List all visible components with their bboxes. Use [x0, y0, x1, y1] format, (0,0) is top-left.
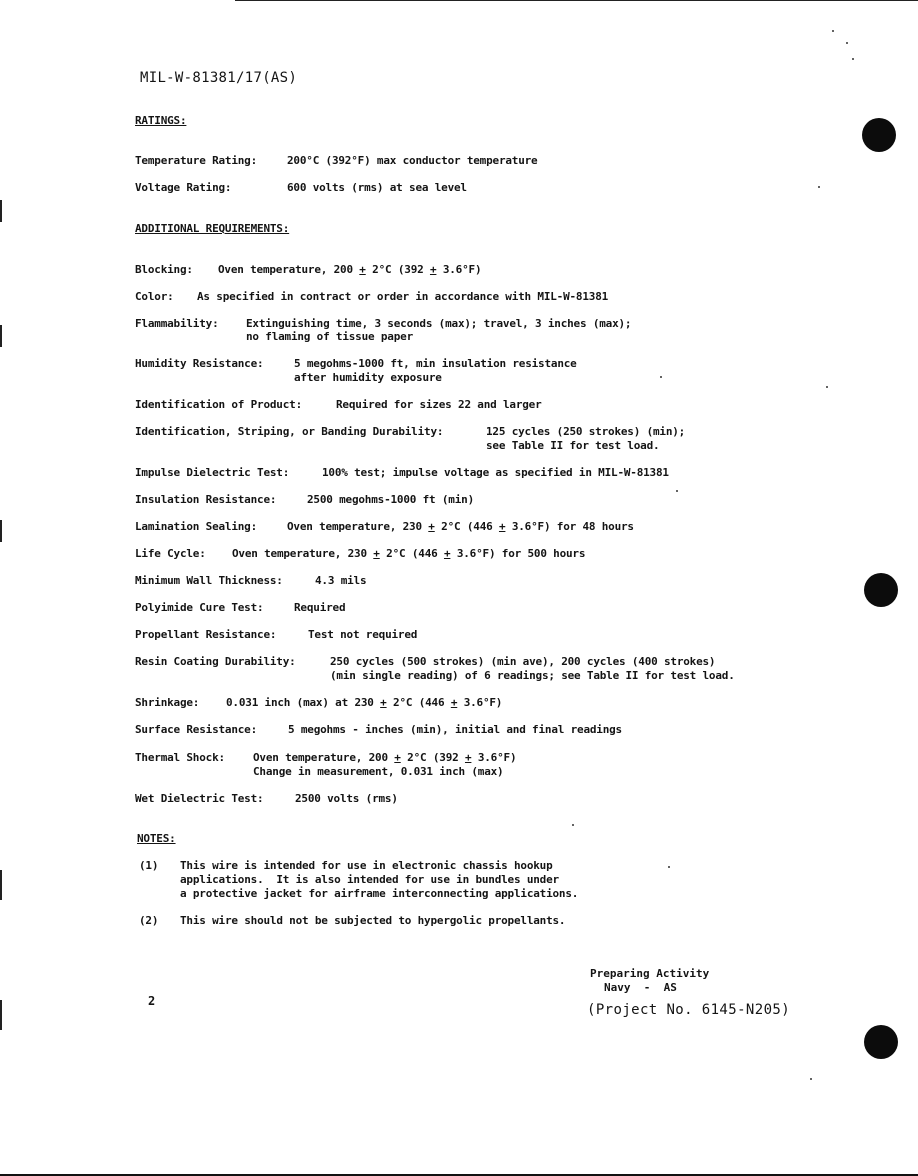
- humidity-resistance-value-line1: 5 megohms-1000 ft, min insulation resistance: [294, 357, 577, 370]
- humidity-resistance-label: Humidity Resistance:: [135, 357, 264, 370]
- scan-speck: [846, 42, 848, 44]
- minimum-wall-value: 4.3 mils: [315, 574, 367, 587]
- note-number: (1): [139, 859, 159, 872]
- blocking-value: Oven temperature, 200 + 2°C (392 + 3.6°F): [218, 263, 482, 276]
- identification-product-label: Identification of Product:: [135, 398, 302, 411]
- scan-speck: [668, 866, 670, 868]
- left-edge-mark: [0, 870, 2, 900]
- scan-speck: [818, 186, 820, 188]
- note-text-line: This wire should not be subjected to hypergolic propellants.: [180, 914, 566, 927]
- polyimide-cure-value: Required: [294, 601, 346, 614]
- thermal-shock-label: Thermal Shock:: [135, 751, 225, 764]
- scan-speck: [676, 490, 678, 492]
- polyimide-cure-label: Polyimide Cure Test:: [135, 601, 264, 614]
- temperature-rating-label: Temperature Rating:: [135, 154, 258, 167]
- notes-heading: NOTES:: [137, 832, 176, 845]
- lamination-sealing-value: Oven temperature, 230 + 2°C (446 + 3.6°F) for 48 hours: [287, 520, 634, 533]
- surface-resistance-value: 5 megohms - inches (min), initial and final readings: [288, 723, 622, 736]
- preparing-activity-label: Preparing Activity: [590, 967, 710, 980]
- identification-durability-value-line1: 125 cycles (250 strokes) (min);: [486, 425, 686, 438]
- note-text-line: applications. It is also intended for use in bundles under: [180, 873, 559, 886]
- shrinkage-value: 0.031 inch (max) at 230 + 2°C (446 + 3.6°F): [226, 696, 503, 709]
- wet-dielectric-value: 2500 volts (rms): [295, 792, 398, 805]
- flammability-value-line2: no flaming of tissue paper: [246, 330, 413, 343]
- scan-speck: [832, 30, 834, 32]
- note-number: (2): [139, 914, 159, 927]
- left-edge-mark: [0, 325, 2, 347]
- note-text-line: a protective jacket for airframe interconnecting applications.: [180, 887, 579, 900]
- punch-hole: [862, 118, 896, 152]
- preparing-activity-value: Navy - AS: [604, 981, 677, 994]
- note-text-line: This wire is intended for use in electronic chassis hookup: [180, 859, 553, 872]
- thermal-shock-value-line1: Oven temperature, 200 + 2°C (392 + 3.6°F): [253, 751, 517, 764]
- minimum-wall-label: Minimum Wall Thickness:: [135, 574, 283, 587]
- color-value: As specified in contract or order in accordance with MIL-W-81381: [197, 290, 609, 303]
- scan-speck: [810, 1078, 812, 1080]
- ratings-heading: RATINGS:: [135, 114, 187, 127]
- identification-durability-label: Identification, Striping, or Banding Durability:: [135, 425, 444, 438]
- blocking-label: Blocking:: [135, 263, 193, 276]
- impulse-dielectric-label: Impulse Dielectric Test:: [135, 466, 290, 479]
- resin-coating-value-line1: 250 cycles (500 strokes) (min ave), 200 cycles (400 strokes): [330, 655, 716, 668]
- voltage-rating-value: 600 volts (rms) at sea level: [287, 181, 467, 194]
- scan-speck: [826, 386, 828, 388]
- left-edge-mark: [0, 520, 2, 542]
- shrinkage-label: Shrinkage:: [135, 696, 200, 709]
- punch-hole: [864, 573, 898, 607]
- lamination-sealing-label: Lamination Sealing:: [135, 520, 258, 533]
- document-id: MIL-W-81381/17(AS): [140, 70, 298, 86]
- color-label: Color:: [135, 290, 174, 303]
- additional-requirements-heading: ADDITIONAL REQUIREMENTS:: [135, 222, 290, 235]
- project-number: (Project No. 6145-N205): [587, 1002, 791, 1018]
- page-number: 2: [148, 994, 156, 1008]
- life-cycle-label: Life Cycle:: [135, 547, 206, 560]
- flammability-value-line1: Extinguishing time, 3 seconds (max); travel, 3 inches (max);: [246, 317, 632, 330]
- left-edge-mark: [0, 200, 2, 222]
- propellant-resistance-value: Test not required: [308, 628, 418, 641]
- propellant-resistance-label: Propellant Resistance:: [135, 628, 277, 641]
- scan-speck: [852, 58, 854, 60]
- voltage-rating-label: Voltage Rating:: [135, 181, 232, 194]
- punch-hole: [864, 1025, 898, 1059]
- life-cycle-value: Oven temperature, 230 + 2°C (446 + 3.6°F) for 500 hours: [232, 547, 586, 560]
- resin-coating-label: Resin Coating Durability:: [135, 655, 296, 668]
- temperature-rating-value: 200°C (392°F) max conductor temperature: [287, 154, 538, 167]
- left-edge-mark: [0, 1000, 2, 1030]
- surface-resistance-label: Surface Resistance:: [135, 723, 258, 736]
- scan-speck: [660, 376, 662, 378]
- impulse-dielectric-value: 100% test; impulse voltage as specified in MIL-W-81381: [322, 466, 669, 479]
- resin-coating-value-line2: (min single reading) of 6 readings; see Table II for test load.: [330, 669, 735, 682]
- scan-speck: [572, 824, 574, 826]
- identification-product-value: Required for sizes 22 and larger: [336, 398, 542, 411]
- thermal-shock-value-line2: Change in measurement, 0.031 inch (max): [253, 765, 504, 778]
- flammability-label: Flammability:: [135, 317, 219, 330]
- wet-dielectric-label: Wet Dielectric Test:: [135, 792, 264, 805]
- insulation-resistance-value: 2500 megohms-1000 ft (min): [307, 493, 474, 506]
- identification-durability-value-line2: see Table II for test load.: [486, 439, 660, 452]
- top-edge-line: [235, 0, 918, 1]
- humidity-resistance-value-line2: after humidity exposure: [294, 371, 442, 384]
- insulation-resistance-label: Insulation Resistance:: [135, 493, 277, 506]
